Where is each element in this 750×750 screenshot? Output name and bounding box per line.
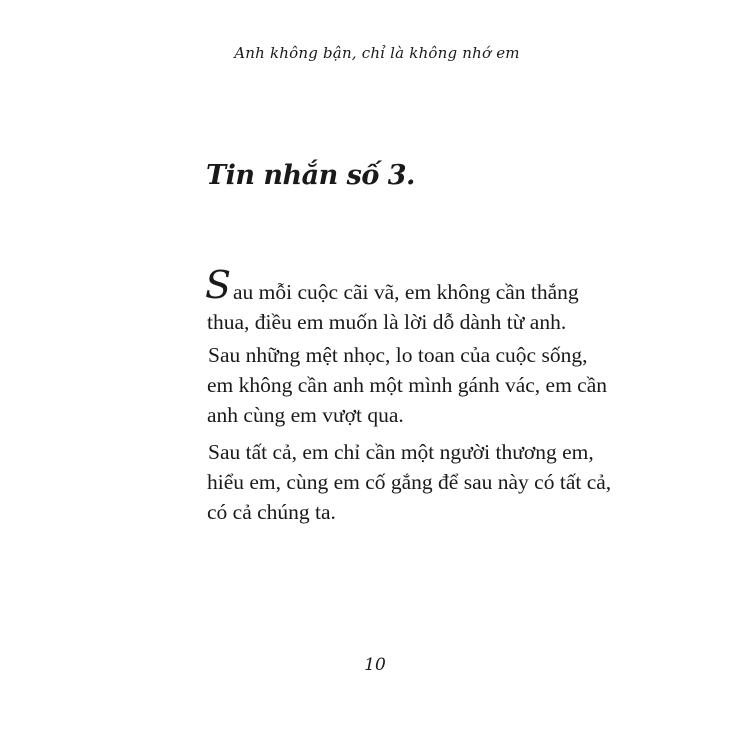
page-number: 10	[364, 655, 386, 675]
paragraph-2-line-1: Sau những mệt nhọc, lo toan của cuộc sống,	[208, 343, 588, 367]
paragraph-3-line-3: có cả chúng ta.	[207, 500, 336, 524]
paragraph-2-line-2: em không cần anh một mình gánh vác, em cần	[207, 373, 608, 397]
paragraph-3-line-2: hiểu em, cùng em cố gắng để sau này có tất cả,	[207, 470, 612, 494]
chapter-title: Tin nhắn số 3.	[206, 160, 415, 191]
paragraph-1-line-2: thua, điều em muốn là lời dỗ dành từ anh.	[207, 310, 567, 334]
paragraph-2-line-3: anh cùng em vượt qua.	[207, 403, 404, 427]
paragraph-3-line-1: Sau tất cả, em chỉ cần một người thương em,	[208, 440, 594, 464]
running-title: Anh không bận, chỉ là không nhớ em	[234, 44, 520, 62]
paragraph-1-line-1: au mỗi cuộc cãi vã, em không cần thắng	[233, 280, 579, 304]
running-header	[0, 44, 750, 62]
drop-cap: S	[205, 263, 232, 307]
